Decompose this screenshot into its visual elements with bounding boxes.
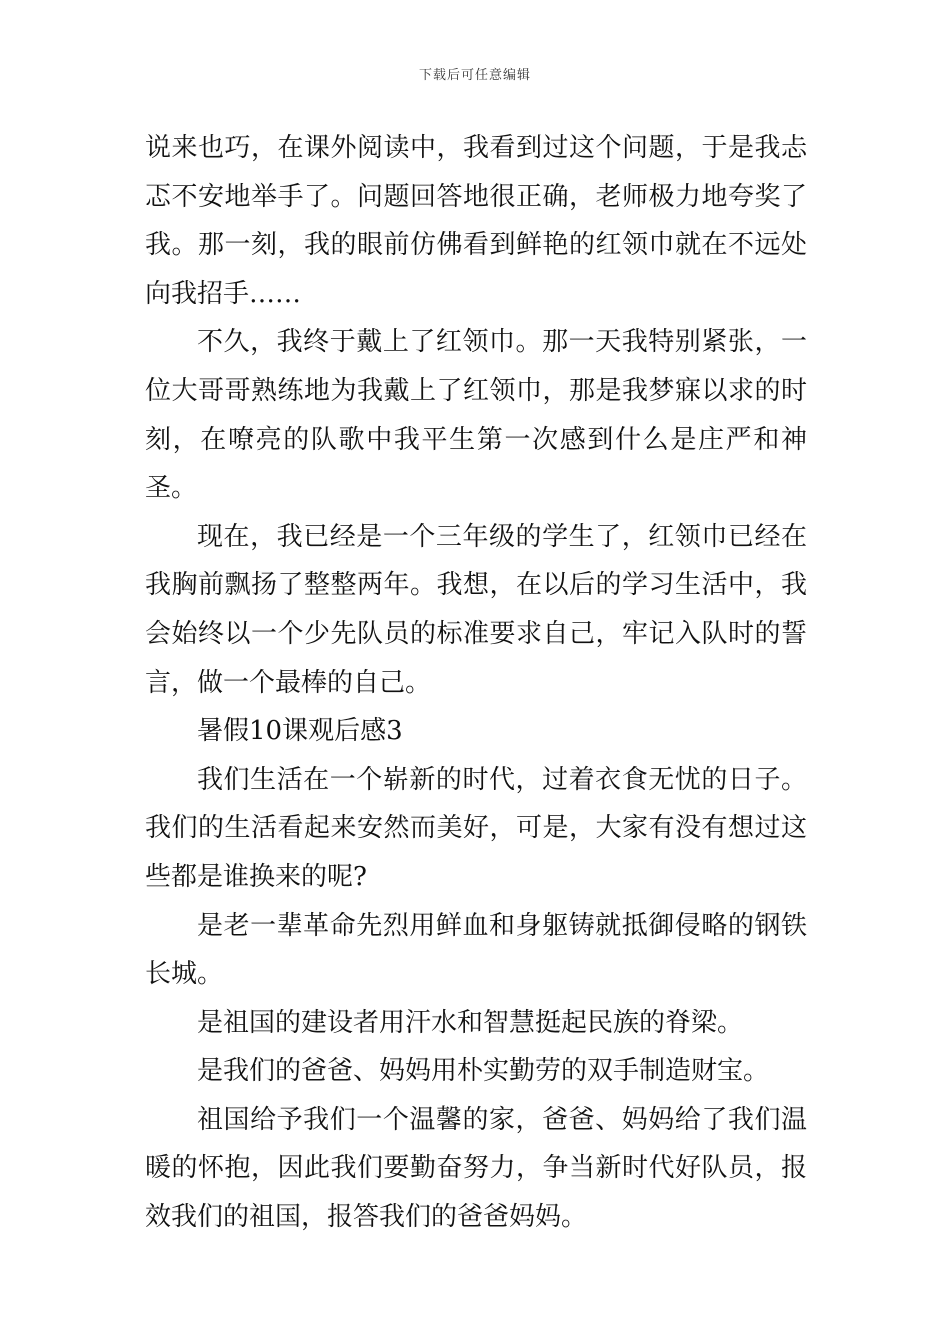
paragraph-4: 我们生活在一个崭新的时代，过着衣食无忧的日子。我们的生活看起来安然而美好，可是，大家有没有想过这些都是谁换来的呢?	[145, 764, 807, 892]
paragraph-6: 是祖国的建设者用汗水和智慧挺起民族的脊梁。	[197, 1007, 744, 1038]
paragraph-7: 是我们的爸爸、妈妈用朴实勤劳的双手制造财宝。	[197, 1056, 770, 1087]
paragraph-8: 祖国给予我们一个温馨的家，爸爸、妈妈给了我们温暖的怀抱，因此我们要勤奋努力，争当新时代好队员，报效我们的祖国，报答我们的爸爸妈妈。	[145, 1104, 807, 1233]
paragraph-1: 说来也巧，在课外阅读中，我看到过这个问题，于是我忐忑不安地举手了。问题回答地很正确，老师极力地夸奖了我。那一刻，我的眼前仿佛看到鲜艳的红领巾就在不远处向我招手……	[145, 133, 807, 309]
page-header: 下载后可任意编辑	[418, 68, 531, 83]
paragraph-5: 是老一辈革命先烈用鲜血和身躯铸就抵御侵略的钢铁长城。	[145, 910, 807, 990]
paragraph-2: 不久，我终于戴上了红领巾。那一天我特别紧张，一位大哥哥熟练地为我戴上了红领巾，那是我梦寐以求的时刻，在嘹亮的队歌中我平生第一次感到什么是庄严和神圣。	[145, 327, 807, 504]
section-title: 暑假10课观后感3	[197, 716, 403, 747]
paragraph-3: 现在，我已经是一个三年级的学生了，红领巾已经在我胸前飘扬了整整两年。我想，在以后的学习生活中，我会始终以一个少先队员的标准要求自己，牢记入队时的誓言，做一个最棒的自己。	[145, 521, 807, 698]
document-body	[145, 124, 807, 1242]
